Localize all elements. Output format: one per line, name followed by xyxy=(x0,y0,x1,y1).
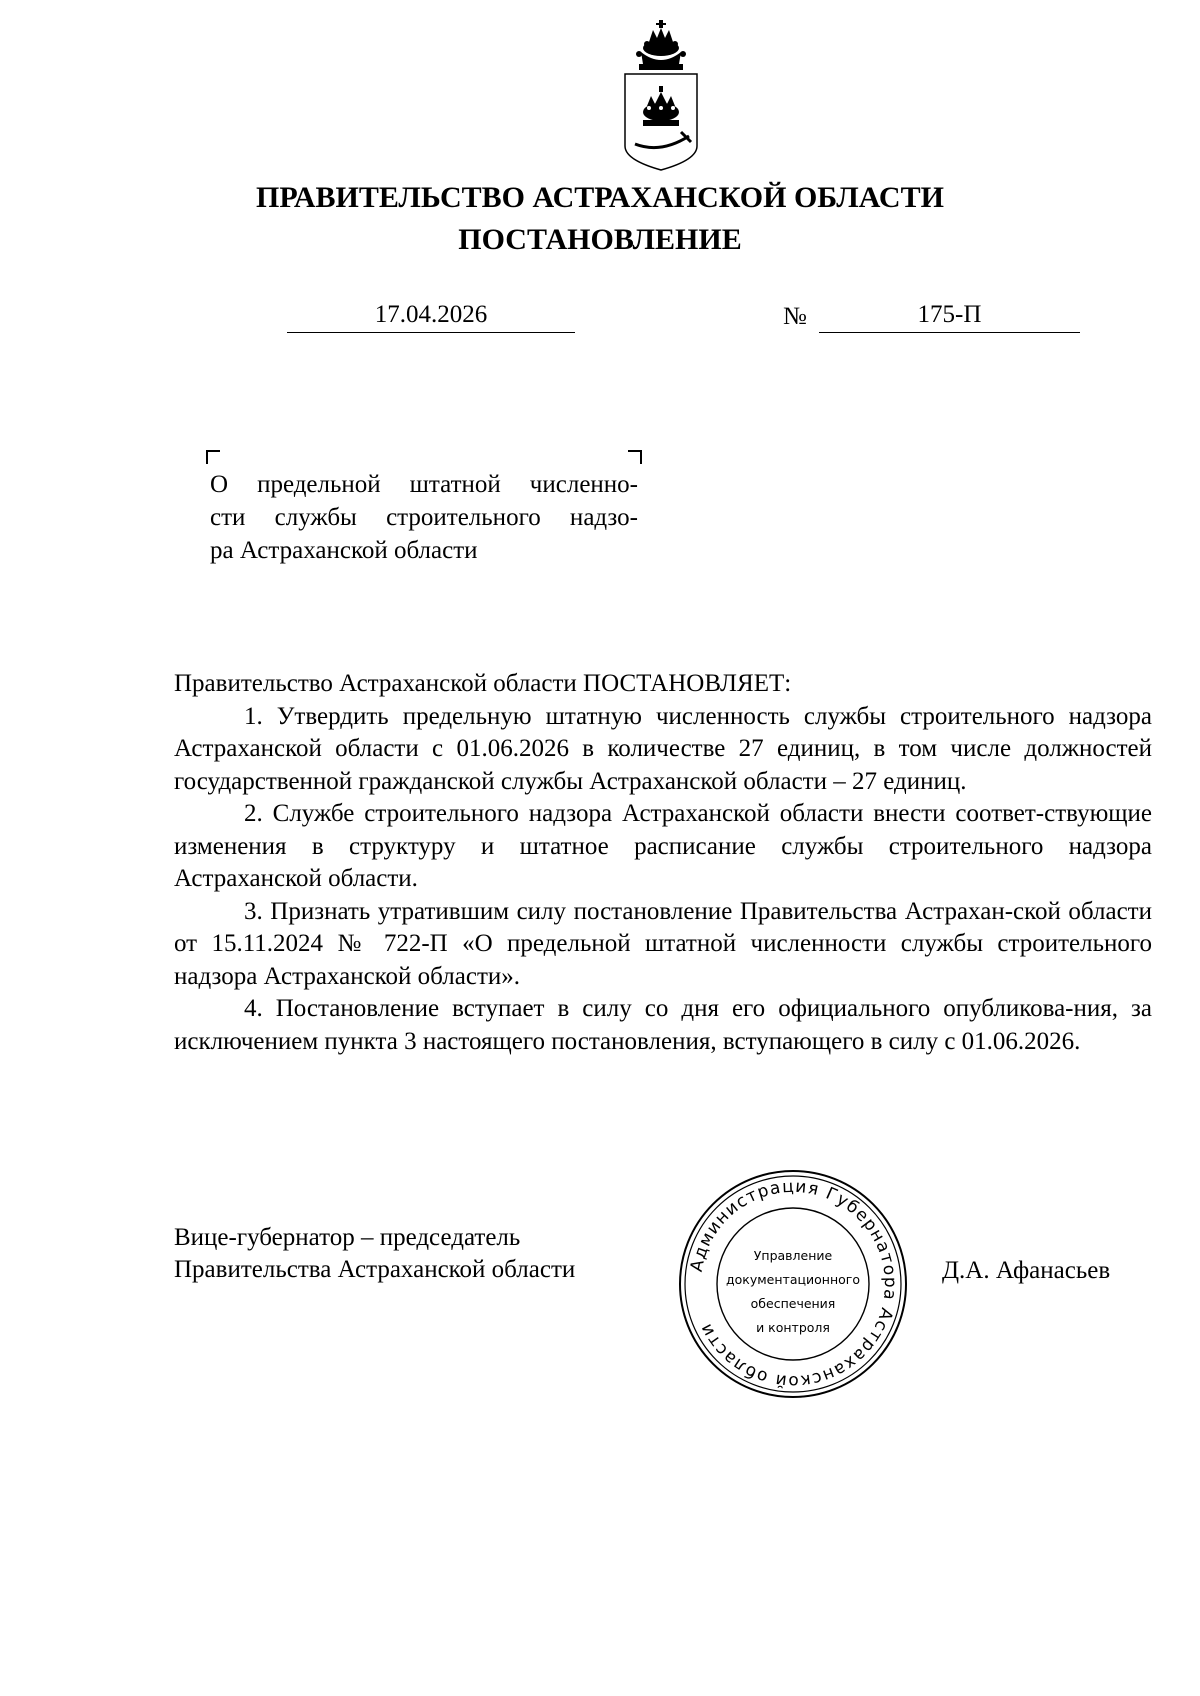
stamp-inner-line: обеспечения xyxy=(750,1296,836,1311)
stamp-inner-line: Управление xyxy=(753,1248,833,1263)
document-type-title: ПОСТАНОВЛЕНИЕ xyxy=(458,223,742,256)
number-sign: № xyxy=(783,303,807,330)
resolution-item-1: 1. Утвердить предельную штатную численность службы строительного надзора Астраханской области с 01.06.2026 в количестве 27 единиц, в том числе должностей государственной гражданской службы Астраханской области – 27 единиц. xyxy=(174,702,1152,795)
official-stamp xyxy=(677,1168,909,1400)
stamp-inner-line: и контроля xyxy=(756,1320,830,1335)
resolution-item-2: 2. Службе строительного надзора Астраханской области внести соответ-ствующие изменения в структуру и штатное расписание службы строительного надзора Астраханской области. xyxy=(174,800,1152,892)
document-date: 17.04.2026 xyxy=(287,300,575,333)
subject-line: сти службы строительного надзо- xyxy=(210,504,638,531)
resolution-item-4: 4. Постановление вступает в силу со дня его официального опубликова-ния, за исключением пункта 3 настоящего постановления, вступающего в силу с 01.06.2026. xyxy=(174,995,1152,1055)
government-title: ПРАВИТЕЛЬСТВО АСТРАХАНСКОЙ ОБЛАСТИ xyxy=(256,181,944,214)
signer-name: Д.А. Афанасьев xyxy=(942,1257,1111,1284)
document-subject xyxy=(210,468,638,567)
subject-line: О предельной штатной численно- xyxy=(210,471,638,498)
document-number: 175-П xyxy=(819,300,1080,333)
subject-corner-top-left xyxy=(206,450,220,464)
resolution-lead: Правительство Астраханской области ПОСТАНОВЛЯЕТ: xyxy=(174,670,792,697)
signer-title-line: Вице-губернатор – председатель xyxy=(174,1224,521,1251)
stamp-inner-line: документационного xyxy=(726,1272,860,1287)
coat-of-arms-emblem xyxy=(619,20,703,172)
subject-line: ра Астраханской области xyxy=(210,537,478,564)
document-body xyxy=(174,668,1152,1058)
signer-title-line: Правительства Астраханской области xyxy=(174,1256,576,1283)
resolution-item-3: 3. Признать утратившим силу постановление Правительства Астрахан-ской области от 15.11.2024 № 722-П «О предельной штатной численности службы строительного надзора Астраханской области». xyxy=(174,897,1152,990)
signer-title xyxy=(174,1222,575,1286)
stamp-outer-text: Администрация Губернатора Астраханской области xyxy=(686,1176,901,1392)
subject-corner-top-right xyxy=(628,450,642,464)
